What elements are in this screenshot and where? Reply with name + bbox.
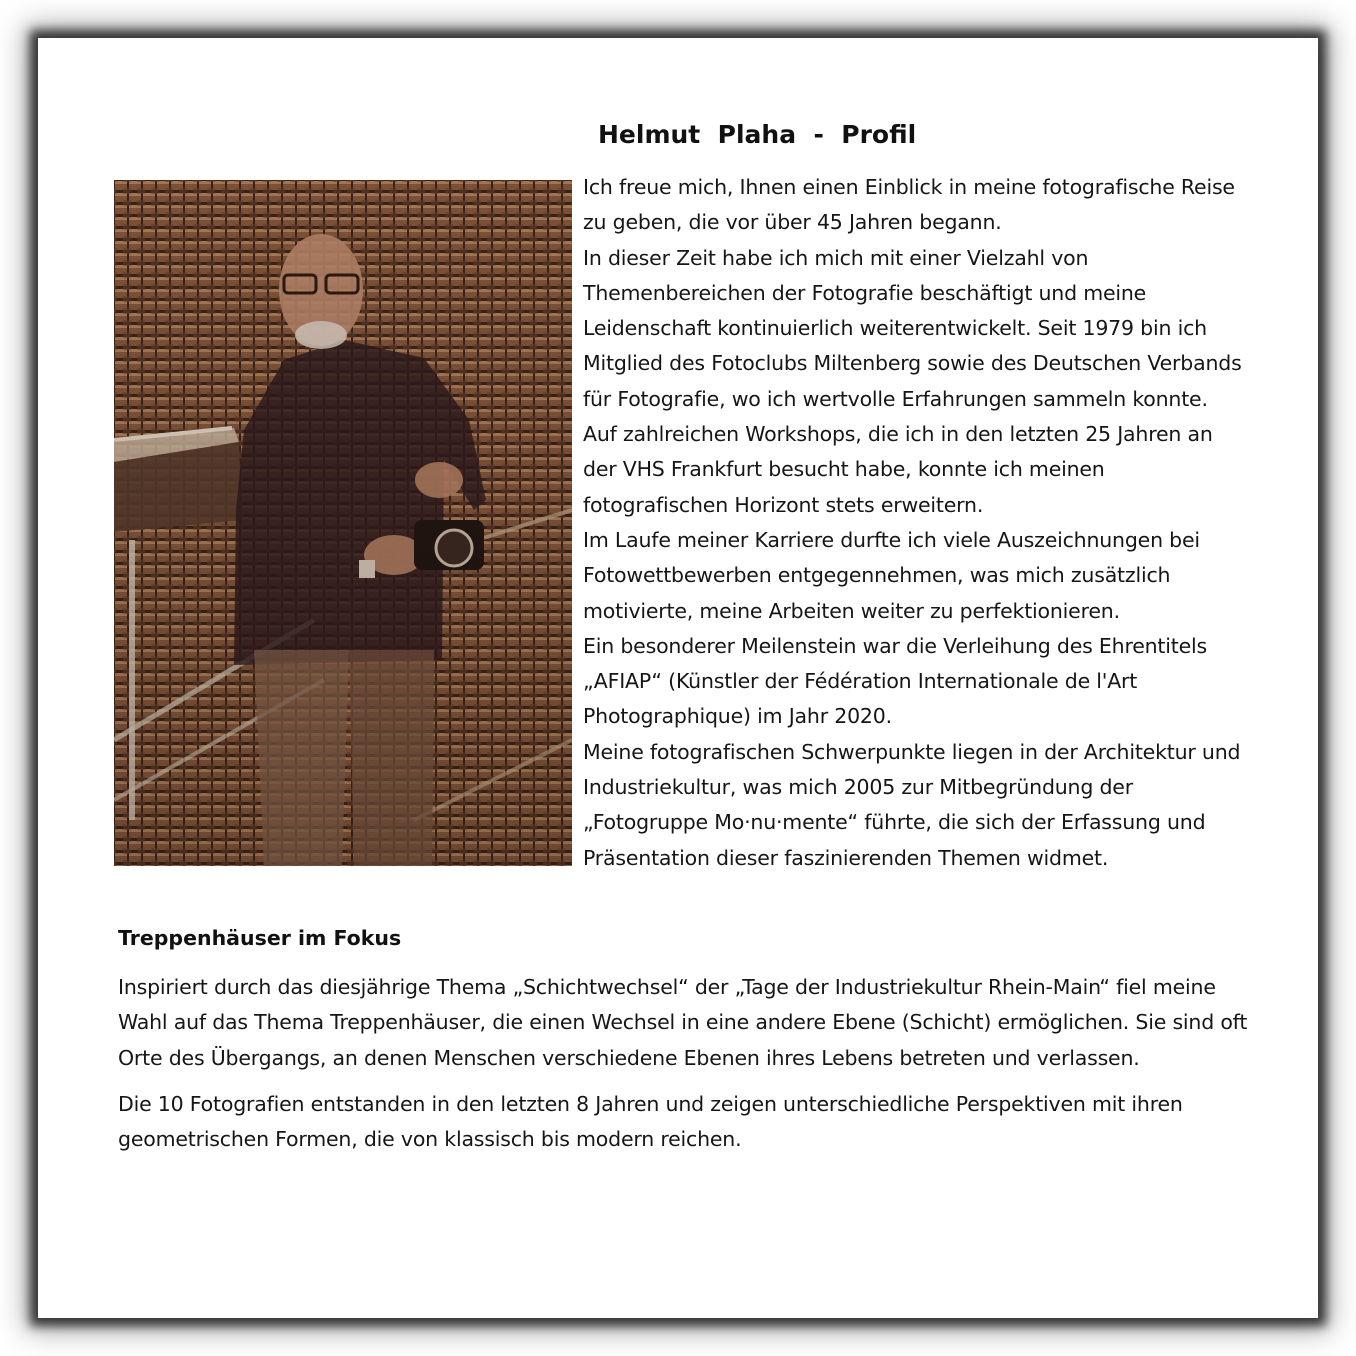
- portrait-photo: [114, 180, 572, 866]
- profile-text: [583, 170, 1248, 876]
- document-page: [38, 38, 1318, 1318]
- profile-paragraph: Ein besonderer Meilenstein war die Verleihung des Ehrentitels „AFIAP“ (Künstler der Fédération Internationale de l'Art Photographique) im Jahr 2020.: [583, 633, 1207, 729]
- profile-paragraph: In dieser Zeit habe ich mich mit einer Vielzahl von Themenbereichen der Fotografie beschäftigt und meine Leidenschaft kontinuierlich weiterentwickelt. Seit 1979 bin ich Mitglied des Fotoclubs Miltenberg sowie des Deutschen Verbands für Fotografie, wo ich wertvolle Erfahrungen sammeln konnte.: [583, 245, 1242, 411]
- focus-paragraph: Die 10 Fotografien entstanden in den letzten 8 Jahren und zeigen unterschiedliche Perspektiven mit ihren geometrischen Formen, die von klassisch bis modern reichen.: [118, 1091, 1183, 1152]
- portrait-mosaic-image: [114, 180, 572, 866]
- focus-text: [118, 970, 1248, 1168]
- profile-paragraph: Auf zahlreichen Workshops, die ich in den letzten 25 Jahren an der VHS Frankfurt besucht habe, konnte ich meinen fotografischen Horizont stets erweitern.: [583, 422, 1213, 517]
- focus-paragraph: Inspiriert durch das diesjährige Thema „Schichtwechsel“ der „Tage der Industriekultur Rhein-Main“ fiel meine Wahl auf das Thema Treppenhäuser, die einen Wechsel in eine andere Ebene (Schicht) ermöglichen. Sie sind oft Orte des Übergangs, an denen Menschen verschiedene Ebenen ihres Lebens betreten und verlassen.: [118, 975, 1248, 1070]
- section-heading: Treppenhäuser im Fokus: [118, 926, 402, 950]
- profile-paragraph: Meine fotografischen Schwerpunkte liegen in der Architektur und Industriekultur, was mich 2005 zur Mitbegründung der „Fotogruppe Mo·nu·mente“ führte, die sich der Erfassung und Präsentation dieser faszinierenden Themen widmet.: [583, 739, 1241, 870]
- profile-paragraph: Im Laufe meiner Karriere durfte ich viele Auszeichnungen bei Fotowettbewerben entgegennehmen, was mich zusätzlich motivierte, meine Arbeiten weiter zu perfektionieren.: [583, 527, 1200, 623]
- page-title: Helmut Plaha - Profil: [598, 120, 917, 149]
- profile-paragraph: Ich freue mich, Ihnen einen Einblick in meine fotografische Reise zu geben, die vor über 45 Jahren begann.: [583, 175, 1235, 235]
